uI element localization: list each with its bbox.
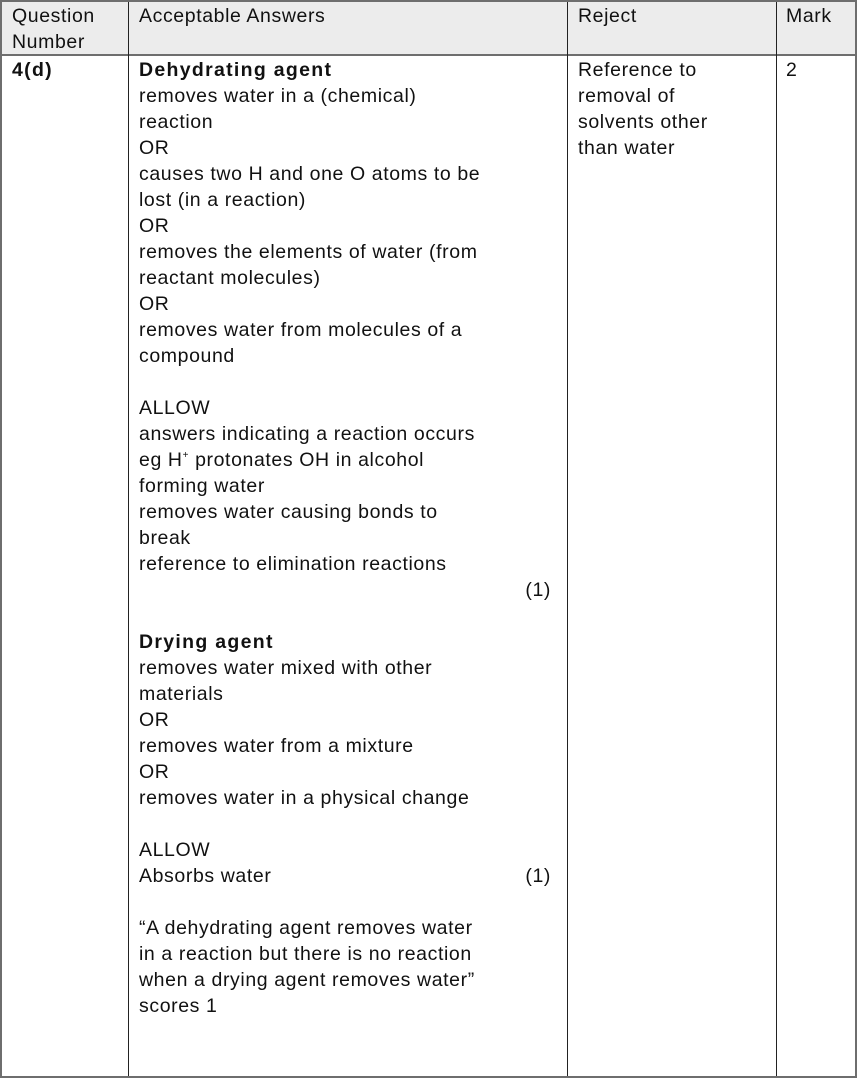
quote-line: when a drying agent removes water” xyxy=(139,969,475,991)
header-acceptable-answers: Acceptable Answers xyxy=(139,5,326,27)
answer-line: removes water mixed with other xyxy=(139,657,433,679)
superscript-plus: + xyxy=(182,450,190,461)
answer-line: removes water from molecules of a xyxy=(139,319,463,341)
answer-line: OR xyxy=(139,215,170,237)
reject-line: removal of xyxy=(578,85,676,107)
answer-line: answers indicating a reaction occurs xyxy=(139,423,475,445)
column-divider xyxy=(567,2,568,1076)
answer-line: OR xyxy=(139,709,170,731)
reject-line: than water xyxy=(578,137,676,159)
mark-value: 2 xyxy=(786,59,798,81)
reject-cell xyxy=(578,57,708,161)
drying-agent-answers xyxy=(139,655,551,811)
eg-suffix: protonates OH in alcohol xyxy=(189,449,425,471)
answer-line: materials xyxy=(139,683,224,705)
quote-note xyxy=(139,915,551,1019)
header-mark: Mark xyxy=(786,5,832,27)
drying-allow-line xyxy=(139,863,551,889)
answer-line: break xyxy=(139,527,191,549)
answer-line: removes water causing bonds to xyxy=(139,501,438,523)
answer-line: OR xyxy=(139,293,170,315)
answer-line: causes two H and one O atoms to be xyxy=(139,163,481,185)
answer-line: lost (in a reaction) xyxy=(139,189,306,211)
dehydrating-agent-title: Dehydrating agent xyxy=(139,59,333,81)
answer-line: removes water from a mixture xyxy=(139,735,414,757)
dehydrating-allow-answers xyxy=(139,473,551,577)
quote-line: “A dehydrating agent removes water xyxy=(139,917,473,939)
drying-agent-title: Drying agent xyxy=(139,631,274,653)
allow-label: ALLOW xyxy=(139,839,211,861)
answer-line: forming water xyxy=(139,475,265,497)
allow-label: ALLOW xyxy=(139,397,211,419)
answer-line: OR xyxy=(139,761,170,783)
answer-line: removes water in a (chemical) xyxy=(139,85,417,107)
column-divider xyxy=(128,2,129,1076)
header-text: Question xyxy=(12,5,95,27)
answer-line: OR xyxy=(139,137,170,159)
table-header-row xyxy=(2,2,855,54)
dehydrating-mark: (1) xyxy=(525,579,551,601)
header-reject: Reject xyxy=(578,5,637,27)
column-divider xyxy=(776,2,777,1076)
answer-line: reactant molecules) xyxy=(139,267,321,289)
header-question-number xyxy=(12,3,95,55)
answer-line: compound xyxy=(139,345,235,367)
acceptable-answers-cell xyxy=(139,57,551,1019)
quote-line: scores 1 xyxy=(139,995,218,1017)
answer-line-eg xyxy=(139,447,551,473)
reject-line: solvents other xyxy=(578,111,708,133)
answer-line: removes water in a physical change xyxy=(139,787,470,809)
question-number: 4(d) xyxy=(12,59,53,81)
dehydrating-agent-answers xyxy=(139,83,551,369)
drying-mark: (1) xyxy=(525,865,551,887)
answer-line: reference to elimination reactions xyxy=(139,553,447,575)
header-text: Number xyxy=(12,31,85,53)
eg-prefix: eg H xyxy=(139,449,183,471)
drying-allow-answer: Absorbs water xyxy=(139,865,272,887)
answer-line: reaction xyxy=(139,111,214,133)
answer-line: removes the elements of water (from xyxy=(139,241,478,263)
reject-line: Reference to xyxy=(578,59,697,81)
quote-line: in a reaction but there is no reaction xyxy=(139,943,472,965)
header-divider xyxy=(2,54,855,56)
